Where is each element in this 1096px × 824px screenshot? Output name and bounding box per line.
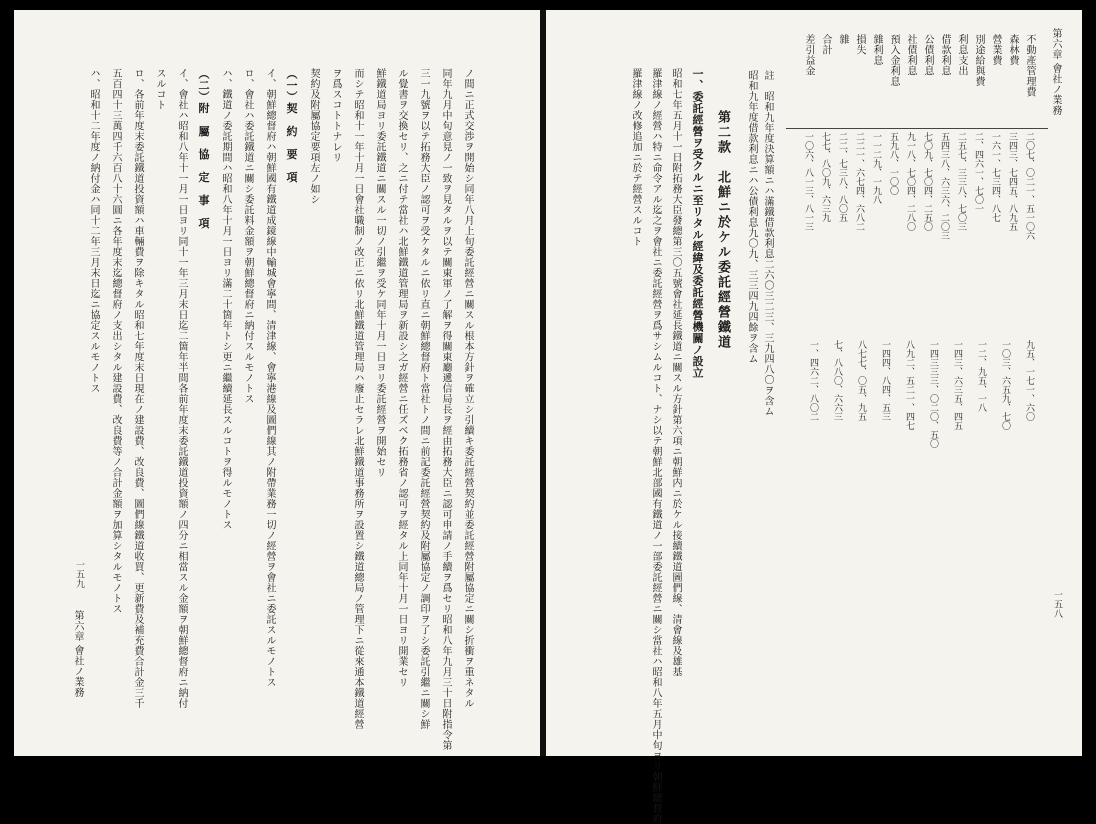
page-number: 一五九 — [74, 560, 84, 589]
table-extra-value: 一、四六二、八〇二 — [808, 340, 818, 421]
body-line: ハ、鐵道ノ委託期間ハ昭和八年十月一日ヨリ滿二十箇年トシ更ニ繼續延長スルコトヲ得ルモノトス — [220, 68, 231, 530]
table-row-label: 預入金利息 — [888, 34, 899, 87]
table-extra-value: 八九二、五二一、四七 — [904, 340, 914, 430]
table-row-label: 利息支出 — [956, 34, 967, 76]
table-row-value: 二五七、三三八、七〇三 — [956, 132, 966, 231]
table-row-label: 合計 — [820, 34, 831, 55]
table-row-value: 二二、七三八、八〇五 — [837, 132, 847, 222]
table-extra-value: 一四四、八四、五三 — [880, 340, 890, 421]
body-line: 五百四十三萬四千六百八十六圓ニ各年度末迄總督府ノ支出シタル建設費、改良費等ノ合計金額ヲ加算シタルモノトス — [110, 68, 121, 614]
table-row-label: 不動產管理費 — [1024, 34, 1035, 97]
table-extra-value: 一〇三、六五九、七〇 — [1000, 340, 1010, 430]
table-rule — [786, 128, 1048, 129]
table-extra-value: 一二、九五、一八 — [976, 340, 986, 412]
table-row-label: 損失 — [854, 34, 865, 55]
table-row-value: 七七、八〇九、六三九 — [820, 132, 830, 222]
table-row-value: 七〇九、七〇四、二五〇 — [922, 132, 932, 231]
body-line: 昭和七年五月十一日附拓務大臣發總第三〇五號會社延長鐵道ニ關スル方針第六項ニ朝鮮内ニ於ケル接續鐵道圖們線、清會線及雄基 — [670, 68, 681, 677]
table-row-label: 社債利息 — [905, 34, 916, 76]
page-number: 一五八 — [1052, 590, 1062, 619]
table-row-value: 一〇六、八一三、八一三 — [803, 132, 813, 231]
subsection-heading: 一、委託經營ヲ受クルニ至リタル經緯及委託經營機關ノ設立 — [691, 68, 704, 379]
body-line: 羅津線ノ改修追加ニ於テ經營スルコト — [630, 68, 641, 247]
table-row-label: 別途給與費 — [973, 34, 984, 87]
running-header: 第六章 會社ノ業務 — [1050, 28, 1061, 116]
body-line: 而シテ昭和十一年十月一日會社職制ノ改正ニ依リ北鮮鐵道管理局ハ廢止セラレ北鮮鐵道事務所ヲ設置シ鐵道總局ノ管理下ニ從來通本鐵道經營 — [352, 68, 363, 730]
table-row-label: 營業費 — [990, 34, 1001, 66]
table-row-label: 差引益金 — [803, 34, 814, 76]
left-page — [14, 10, 540, 756]
body-line: （一）契 約 要 項 — [285, 68, 298, 183]
table-extra-value: 一四三、六三五、四五 — [952, 340, 962, 430]
body-line: ヲ爲スコトトナレリ — [330, 68, 341, 163]
body-line: 同年九月中旬意見ノ一致ヲ見タルヲ以テ關東軍ノ了解ヲ得關東廳遞信局長ヲ經由拓務大臣ニ認可申請ノ手續ヲ爲セリ昭和八年九月三十日附指令第 — [440, 68, 451, 751]
body-line: ハ、昭和十二年度ノ納付金ハ同十二年三月末日迄ニ協定スルモノトス — [88, 68, 99, 394]
body-line: 鮮鐵道局ヨリ委託鐵道ニ關スル一切ノ引繼ヲ受ケ同年十月一日ヨリ委託經營ヲ開始セリ — [374, 68, 385, 478]
body-line: ノ間ニ正式交渉ヲ開始シ同年八月上旬委託經營ニ關スル根本方針ヲ確立シ引續キ委託經營契約並委託經營附屬協定ニ關シ折衝ヲ重ネタル — [462, 68, 473, 709]
body-line: 三一九號ヲ以テ拓務大臣ノ認可ヲ受ケタルニ依リ直ニ朝鮮總督府ト當社トノ間ニ前記委託經營契約及附屬協定ノ調印ヲ了シ委託引繼ニ關シ鮮 — [418, 68, 429, 730]
table-row-value: 一一二九、一九八 — [871, 132, 881, 204]
body-line: スルコト — [154, 68, 165, 110]
table-row-value: 五四三八、六三六、二〇三 — [939, 132, 949, 240]
table-extra-value: 七、八八〇、六六三 — [832, 340, 842, 421]
table-row-label: 公債利息 — [922, 34, 933, 76]
body-line: 契約及附屬協定要項左ノ如シ — [308, 68, 319, 205]
table-row-label: 雜利息 — [871, 34, 882, 66]
table-row-value: 一六一、七三四、八七 — [990, 132, 1000, 222]
body-line: ロ、各前年度末委託鐵道投資額ハ車輛費ヲ除キタル昭和七年度末日現在ノ建設費、改良費、圖們線鐵道收買、更新費及補充費合計金三千 — [132, 68, 143, 709]
right-page — [546, 10, 1082, 824]
body-line: ル覺書ヲ交換セリ、之ニ付テ當社ハ北鮮鐵道管理局ヲ新設シ之ガ經營ニ任ズベク拓務省ノ認可ヲ經タル上同年十月一日ヨリ開業セリ — [396, 68, 407, 688]
table-note-2: 昭和九年度借款利息ニハ公債利息九〇九、三三四九四餘ヲ含ム — [746, 70, 757, 364]
table-extra-value: 一四三三三、〇二〇、五〇 — [928, 340, 938, 448]
body-line: イ、會社ハ昭和八年十一月一日ヨリ同十一年三月末日迄二箇年半間各前年度末委託鐵道投資額ノ四分ニ相當スル金額ヲ朝鮮總督府ニ納付 — [176, 68, 187, 709]
table-extra-value: 九五、一七一、六〇 — [1024, 340, 1034, 421]
table-row-label: 雜 — [837, 34, 848, 45]
table-note: 註 昭和九年度決算額ニハ滿鐵借款利息二六〇三二三、三九四八〇ヲ含ム — [762, 70, 773, 417]
running-header: 第六章 會社ノ業務 — [72, 610, 83, 698]
table-row-value: 二〇七、〇二一、五一〇六 — [1024, 132, 1034, 240]
table-row-label: 森林費 — [1007, 34, 1018, 66]
body-line: イ、朝鮮總督府ハ朝鮮國有鐵道成鏡線中輸城會寧間、清津線、會寧港線及圖們線其ノ附帶業務一切ノ經營ヲ會社ニ委託スルモノトス — [264, 68, 275, 688]
body-line: ロ、會社ハ委託鐵道ニ關シ委託料金額ヲ朝鮮總督府ニ納付スルモノトス — [242, 68, 253, 404]
table-row-value: 五九八、一〇〇 — [888, 132, 898, 195]
table-row-value: 九一八、七〇四、二八〇 — [905, 132, 915, 231]
body-line: （二）附 屬 協 定 事 項 — [197, 68, 210, 229]
table-row-value: 三四三、七四五、八九五 — [1007, 132, 1017, 231]
body-line: 羅津線ノ經營ハ特ニ命令アル迄之ヲ會社ニ委託經營ヲ爲サシムルコト、ナシ以テ朝鮮北部國有鐵道ノ一部委託經營ニ關シ當社ハ昭和八年五月中旬ヨリ朝鮮總督府 — [650, 68, 661, 824]
table-row-value: 二二一、六七四、六八二 — [854, 132, 864, 231]
table-row-value: 二、四六一、七〇一 — [973, 132, 983, 213]
table-extra-value: 八七七、〇五、九五 — [856, 340, 866, 421]
section-heading: 第二款 北鮮ニ於ケル委託經營鐵道 — [715, 110, 730, 350]
table-row-label: 借款利息 — [939, 34, 950, 76]
